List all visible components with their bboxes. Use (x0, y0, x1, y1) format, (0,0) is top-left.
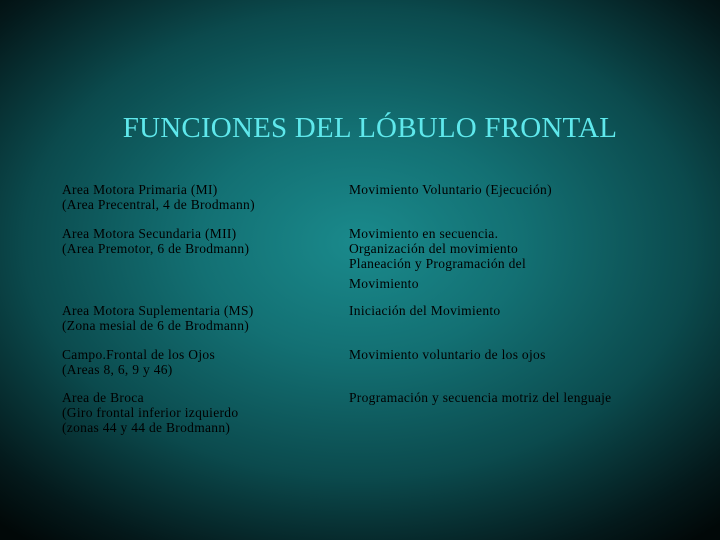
function-line: Movimiento en secuencia. (349, 226, 499, 241)
function-cell-4 (349, 347, 699, 362)
function-line: Movimiento voluntario de los ojos (349, 347, 546, 362)
page-title: FUNCIONES DEL LÓBULO FRONTAL (122, 112, 618, 144)
area-cell-5 (62, 390, 332, 435)
function-line: Movimiento (349, 276, 419, 291)
function-cell-3 (349, 303, 699, 318)
function-cell-2 (349, 226, 699, 291)
area-line: Area Motora Secundaria (MII) (62, 226, 237, 241)
function-cell-1 (349, 182, 699, 197)
area-cell-1 (62, 182, 332, 212)
area-line: (Zona mesial de 6 de Brodmann) (62, 318, 250, 333)
area-cell-4 (62, 347, 332, 377)
function-line: Iniciación del Movimiento (349, 303, 501, 318)
area-line: Area Motora Suplementaria (MS) (62, 303, 254, 318)
area-line: (Area Precentral, 4 de Brodmann) (62, 197, 255, 212)
area-line: (zonas 44 y 44 de Brodmann) (62, 420, 231, 435)
area-line: (Area Premotor, 6 de Brodmann) (62, 241, 250, 256)
area-cell-2 (62, 226, 332, 256)
function-cell-5 (349, 390, 699, 405)
area-cell-3 (62, 303, 332, 333)
area-line: (Giro frontal inferior izquierdo (62, 405, 239, 420)
area-line: Area de Broca (62, 390, 144, 405)
area-line: Campo.Frontal de los Ojos (62, 347, 215, 362)
function-line: Programación y secuencia motriz del lenguaje (349, 390, 612, 405)
function-line: Organización del movimiento (349, 241, 519, 256)
area-line: Area Motora Primaria (MI) (62, 182, 218, 197)
area-line: (Areas 8, 6, 9 y 46) (62, 362, 173, 377)
function-line: Movimiento Voluntario (Ejecución) (349, 182, 552, 197)
function-line: Planeación y Programación del (349, 256, 527, 271)
